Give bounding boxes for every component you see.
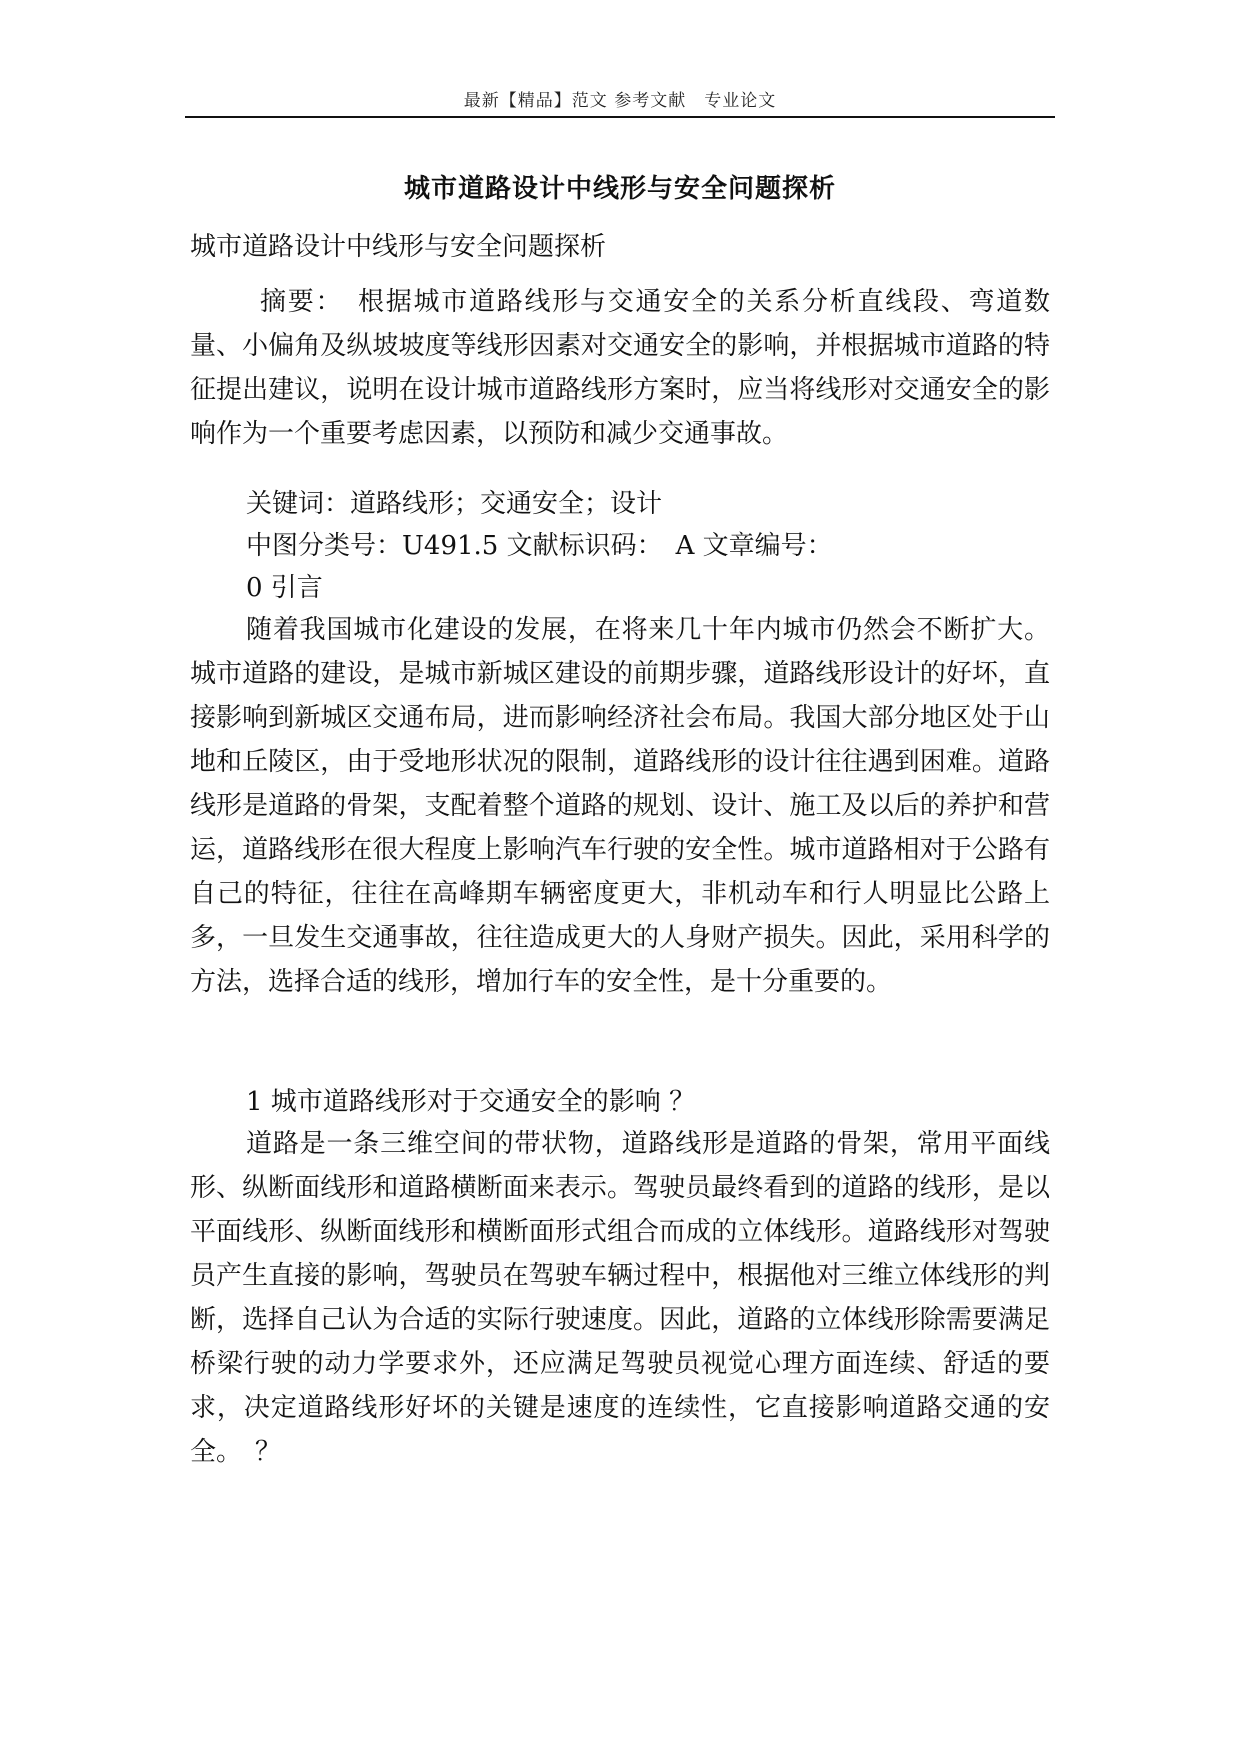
header-divider <box>185 116 1055 118</box>
keywords-line: 关键词：道路线形；交通安全；设计 <box>246 489 663 519</box>
intro-paragraph: 随着我国城市化建设的发展，在将来几十年内城市仍然会不断扩大。城市道路的建设，是城市新城区建设的前期步骤，道路线形设计的好坏，直接影响到新城区交通布局，进而影响经济社会布局。我国大部分地区处于山地和丘陵区，由于受地形状况的限制，道路线形的设计往往遇到困难。道路线形是道路的骨架，支配着整个道路的规划、设计、施工及以后的养护和营运，道路线形在很大程度上影响汽车行驶的安全性。城市道路相对于公路有自己的特征，往往在高峰期车辆密度更大，非机动车和行人明显比公路上多，一旦发生交通事故，往往造成更大的人身财产损失。因此，采用科学的方法，选择合适的线形，增加行车的安全性，是十分重要的。 <box>190 615 1050 997</box>
document-subtitle: 城市道路设计中线形与安全问题探析 <box>190 232 607 262</box>
page-header: 最新【精品】范文 参考文献 专业论文 <box>463 91 777 111</box>
abstract-paragraph: 摘要： 根据城市道路线形与交通安全的关系分析直线段、弯道数量、小偏角及纵坡坡度等线形因素对交通安全的影响，并根据城市道路的特征提出建议，说明在设计城市道路线形方案时，应当将线形对交通安全的影响作为一个重要考虑因素，以预防和减少交通事故。 <box>190 287 1050 449</box>
classification-line: 中图分类号：U491.5 文献标识码： A 文章编号： <box>246 531 833 561</box>
section-heading-1: 1 城市道路线形对于交通安全的影响 ？ <box>246 1087 696 1117</box>
document-title: 城市道路设计中线形与安全问题探析 <box>403 174 836 204</box>
section-1-paragraph: 道路是一条三维空间的带状物，道路线形是道路的骨架，常用平面线形、纵断面线形和道路横断面来表示。驾驶员最终看到的道路的线形，是以平面线形、纵断面线形和横断面形式组合而成的立体线形。道路线形对驾驶员产生直接的影响，驾驶员在驾驶车辆过程中，根据他对三维立体线形的判断，选择自己认为合适的实际行驶速度。因此，道路的立体线形除需要满足桥梁行驶的动力学要求外，还应满足驾驶员视觉心理方面连续、舒适的要求，决定道路线形好坏的关键是速度的连续性，它直接影响道路交通的安全。 ？ <box>190 1129 1050 1467</box>
section-heading-intro: 0 引言 <box>246 573 323 603</box>
